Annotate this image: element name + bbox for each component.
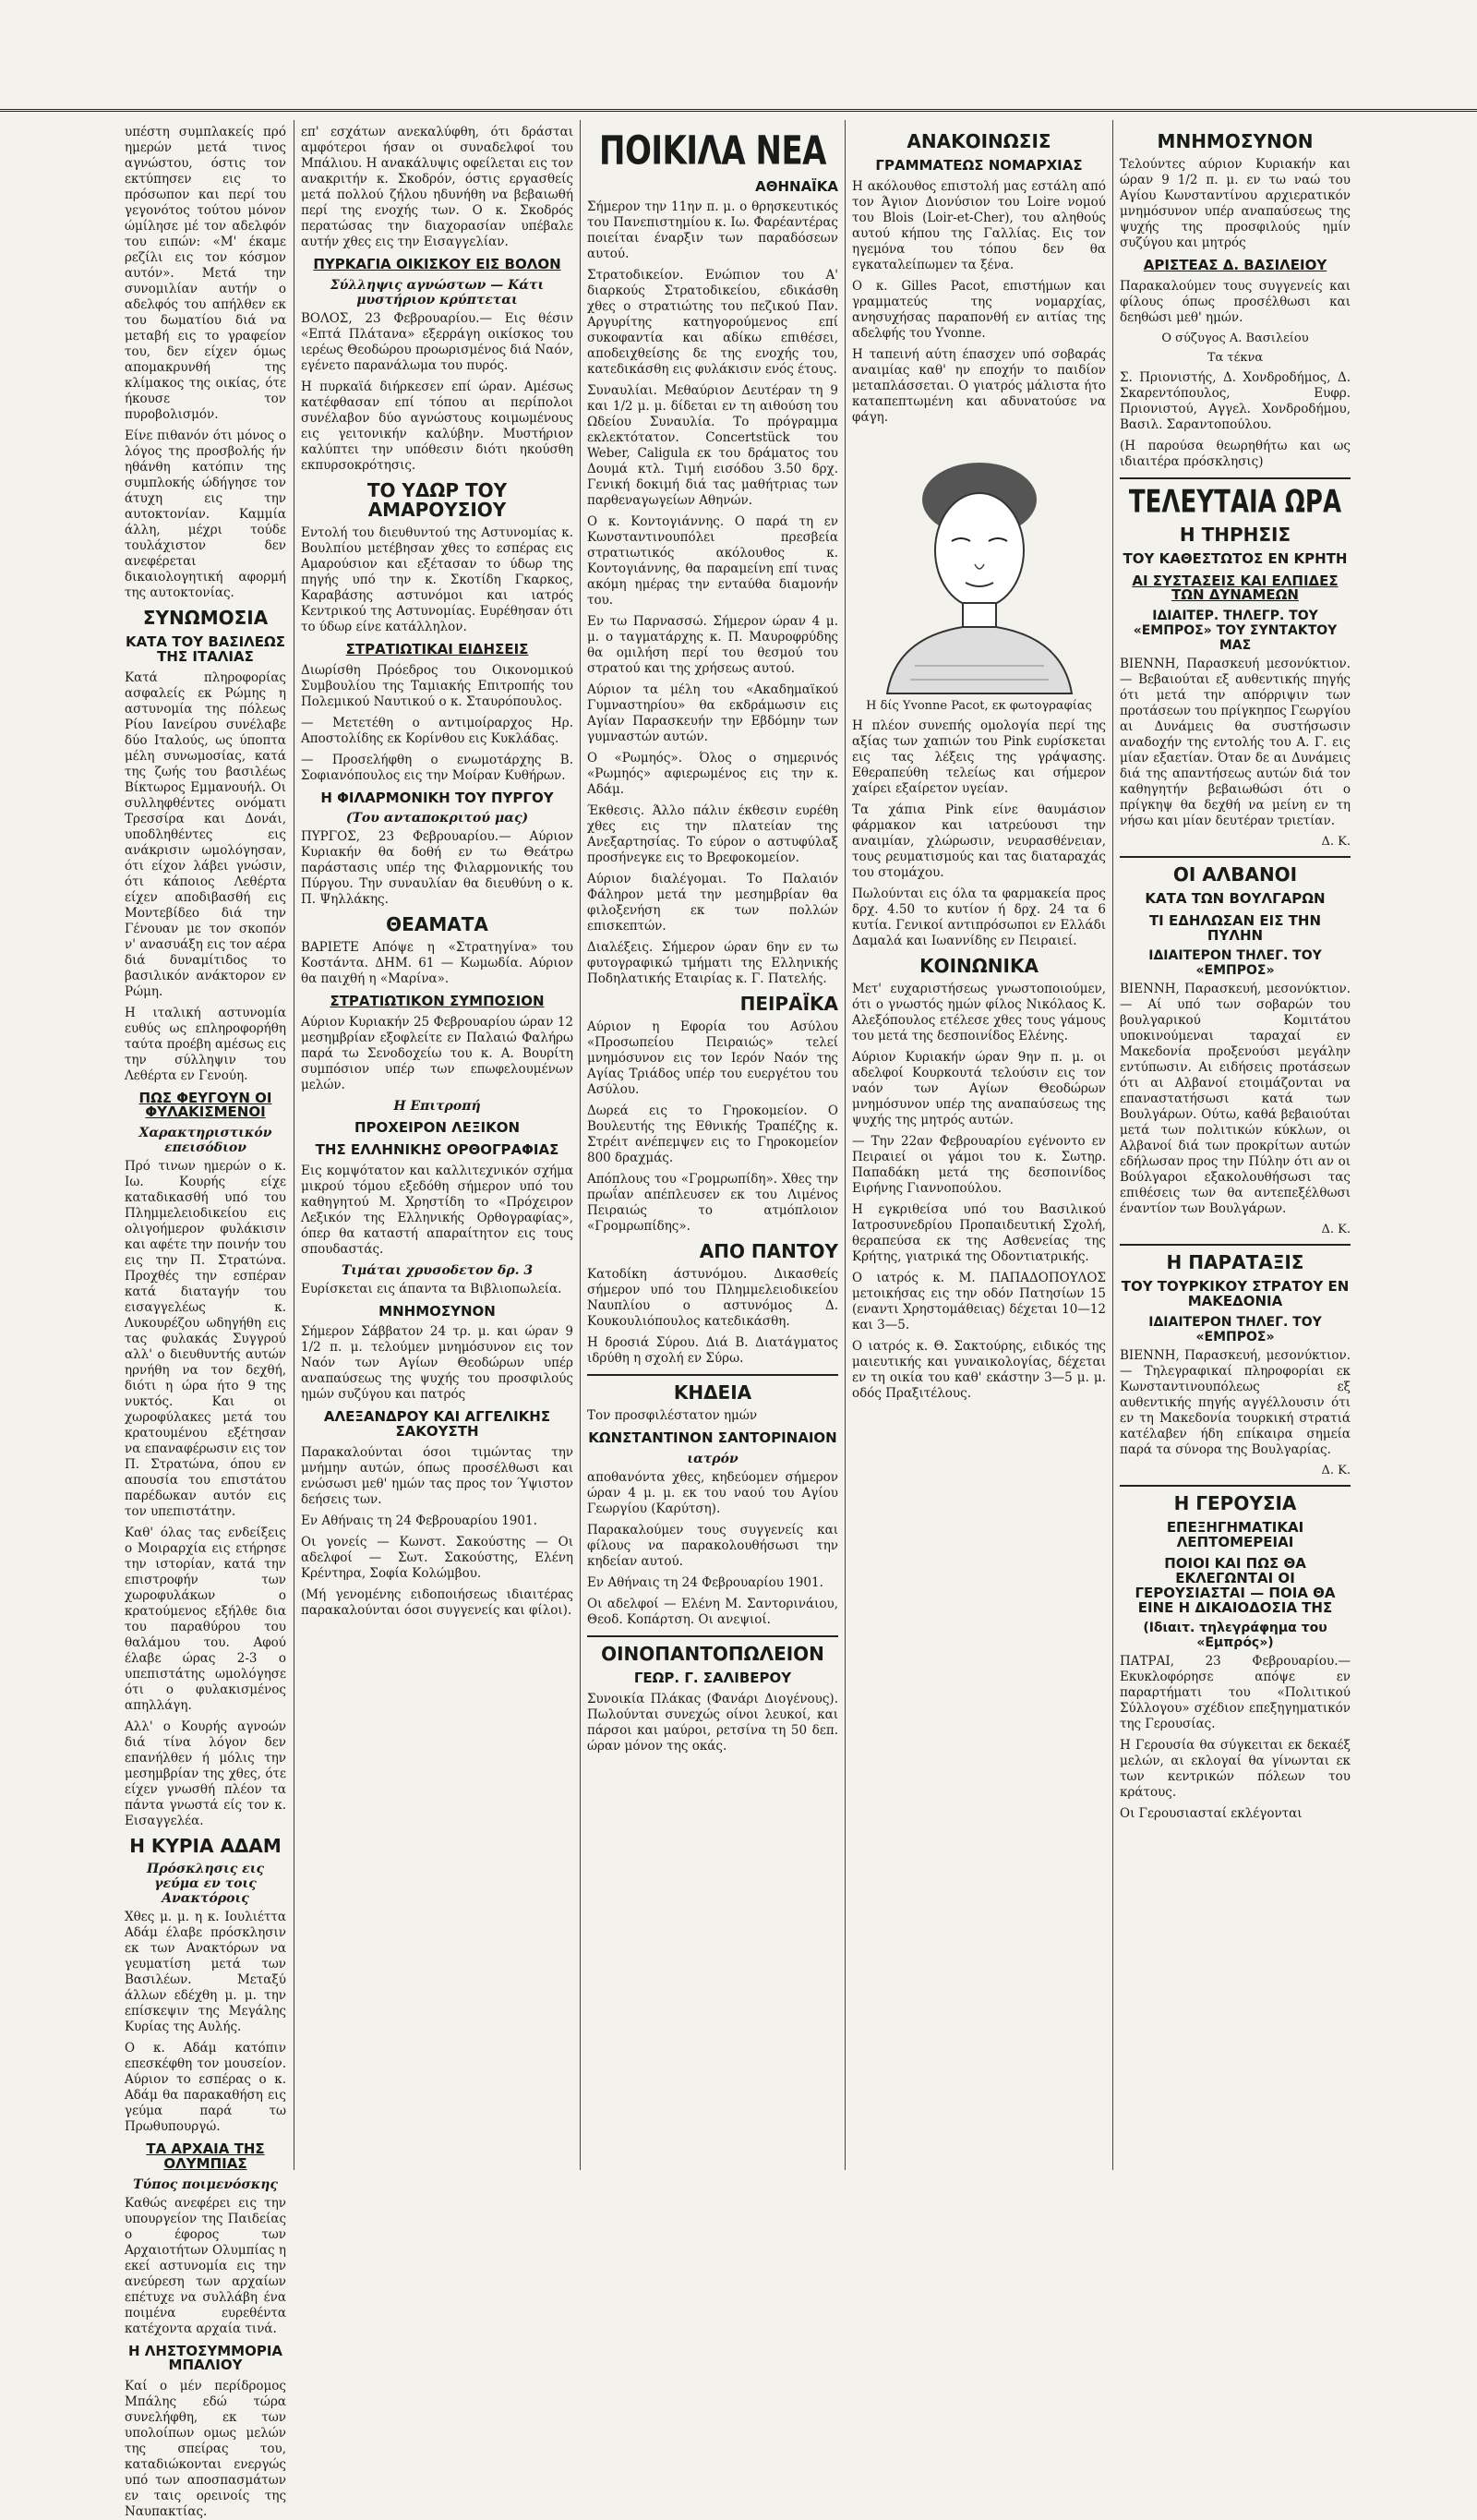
article-text: Εν τω Παρνασσώ. Σήμερον ώραν 4 μ. μ. ο ταγματάρχης κ. Π. Μαυροφρύδης θα ομιλήση περί του θεσμού του στρατού και της χρήσεως αυτού. [587,614,838,677]
divider [587,1374,838,1376]
headline-pyrkagia: ΠΥΡΚΑΓΙΑ ΟΙΚΙΣΚΟΥ ΕΙΣ ΒΟΛΟΝ [313,256,561,272]
column-divider [1112,120,1113,2170]
article-text: Εν Αθήναις τη 24 Φεβρουαρίου 1901. [301,1513,537,1528]
article-text: ΒΟΛΟΣ, 23 Φεβρουαρίου.— Εις θέσιν «Επτά Πλάτανα» εξερράγη οικίσκος του ιερέως Θεοδώρου προωρισμένος διά Ναόν, εγένετο παρανάλωμα του πυρός. [301,310,573,373]
article-text: Παρακαλούμεν τους συγγενείς και φίλους όπως προσέλθωσι και δεηθώσι μεθ' ημών. [1120,278,1351,325]
article-text: Διαλέξεις. Σήμερον ώραν 6ην εν τω φυτογραφικώ τμήματι της Ελληνικής Ποδηλατικής Εταιρίας κ. Γ. Πατελής. [587,940,838,987]
shop-owner: ΓΕΩΡ. Γ. ΣΑΛΙΒΕΡΟΥ [633,1670,792,1687]
headline-theamata: ΘΕΑΜΑΤΑ [386,913,488,936]
headline-koinonika: ΚΟΙΝΩΝΙΚΑ [919,954,1039,977]
subheadline: Πρόσκλησις εις γεύμα εν τοις Ανακτόροις [147,1862,264,1906]
subheadline: ΤΙ ΕΔΗΛΩΣΑΝ ΕΙΣ ΤΗΝ ΠΥΛΗΝ [1148,911,1322,944]
divider [1120,477,1351,479]
article-text: ΒΙΕΝΝΗ, Παρασκευή, μεσονύκτιον.— Αί υπό των σοβαρών του βουλγαρικού Κομιτάτου υποκινούμεναι ταραχαί εν Μακεδονία προξενούσι μεγάλην εντύπωσιν. Αι ειδήσεις προτάσεων ότι αι Αλβανοί ετοιμάζονται να επαναστατήσωσι κατά των Βουλγάρων. Ούτω, καθά βεβαιούται μετά των πολιτικών κύκλων, οι Αλβανοί διά των προκρίτων αυτών εδήλωσαν προς την Πύλην ότι αν οι Βούλγαροι εξακολουθήσωσι τας επιθέσεις των θα αντεπεξέλθωσι έναντίον των Βουλγάρων. [1120,982,1351,1217]
article-text: Δωρεά εις το Γηροκομείον. Ο Βουλευτής της Εθνικής Τραπέζης κ. Στρέιτ ανέπεμψεν εις το Γηροκομείον 800 δραχμάς. [587,1103,838,1166]
article-text: Διωρίσθη Πρόεδρος του Οικονομικού Συμβουλίου της Ταμιακής Επιτροπής του Πολεμικού Ναυτικού ο κ. Σταυρόπουλος. [301,662,573,709]
article-text: — Την 22αν Φεβρουαρίου εγένοντο εν Πειραιεί οι γάμοι του κ. Σωτηρ. Παπαδάκη μετά της δεσποινίδος Ειρήνης Γιαννοπούλου. [852,1133,1106,1196]
face-shape [935,493,1024,608]
column-5 [1120,125,1351,2156]
article-text: ΒΙΕΝΝΗ, Παρασκευή, μεσονύκτιον.— Τηλεγραφικαί πληροφορίαι εκ Κωνσταντινουπόλεως εξ αυθεντικής πηγής αγγέλλουσιν ότι εν τη Μακεδονία τουρκική στρατιά κατέλαβεν ήδη επίκαιρα σημεία παρά τα σύνορα της Βουλγαρίας. [1120,1347,1351,1457]
article-text: Καθ' όλας τας ενδείξεις ο Μοιραρχία εις ετήρησε την ιστορίαν, κατά την επιστροφήν των χωροφυλάκων ο κρατούμενος εξήλθε δια του παραθύρου του θαλάμου του. Αφού έλαβε ώρας 2-3 ο υπεπιστάτης ωμολόγησε ότι ο φυλακισμένος απηλλάγη. [125,1525,286,1713]
signature: Η Επιτροπή [393,1099,481,1114]
article-text: — Μετετέθη ο αντιμοίραρχος Ηρ. Αποστολίδης εκ Κορίνθου εις Κυκλάδας. [301,715,573,746]
subheadline: ΤΟΥ ΤΟΥΡΚΙΚΟΥ ΣΤΡΑΤΟΥ ΕΝ ΜΑΚΕΔΟΝΙΑ [1121,1278,1350,1309]
article-text: Ο κ. Αδάμ κατόπιν επεσκέφθη τον μουσείον. Αύριον το εσπέρας ο κ. Αδάμ θα παρακαθήση εις γεύμα παρά τω Πρωθυπουργώ. [125,2041,286,2134]
article-text: Η πλέον συνεπής ομολογία περί της αξίας των χαπιών του Pink ευρίσκεται εις τας λέξεις της γράψασης. Εθεραπεύθη τελείως και σήμερον χαίρει εξαίρετον υγείαν. [852,717,1106,796]
article-text: Πρό τινων ημερών ο κ. Ιω. Κουρής είχε καταδικασθή υπό του Πλημμελειοδικείου εις ολιγοήμερον φυλάκισιν και αφέτε την ποινήν του εις την Π. Στρατώνα. Προχθές την εσπέραν κατά διαταγήν του εισαγγελέως κ. Λυκουρέζου ωδηγήθη εις τας φυλακάς Συγγρού αλλ' ο διευθυντής αυτών ηρνήθη να τον δεχθή, διότι η ώρα ήτο 9 της νυκτός. Και οι χωροφύλακες μετά του κρατουμένου εξέτησαν να επαναφέρωσιν εις τον Π. Στρατώνα, όπου εν απουσία του επιστάτου παρέδωκαν αυτόν εις τον υπεπιστάτην. [125,1159,286,1519]
headline-sakousti: ΑΛΕΞΑΝΔΡΟΥ ΚΑΙ ΑΓΓΕΛΙΚΗΣ ΣΑΚΟΥΣΤΗ [323,1408,551,1440]
divider [1120,1244,1351,1246]
portrait-caption: Η δίς Yvonne Pacot, εκ φωτογραφίας [866,698,1092,713]
byline: Δ. Κ. [1321,835,1351,849]
article-text: Αύριον η Εφορία του Ασύλου «Προσωπείου Πειραιώς» τελεί μνημόσυνον εις τον Ιερόν Ναόν της Αγίας Τριάδος υπέρ του ευεργέτου του Ασύλου. [587,1019,838,1098]
wire-credit: ΙΔΙΑΙΤΕΡ. ΤΗΛΕΓΡ. ΤΟΥ «ΕΜΠΡΟΣ» ΤΟΥ ΣΥΝΤΑΚΤΟΥ ΜΑΣ [1133,609,1338,653]
subheadline: ΤΗΣ ΕΛΛΗΝΙΚΗΣ ΟΡΘΟΓΡΑΦΙΑΣ [315,1140,559,1158]
headline-ydor: ΤΟ ΥΔΩΡ ΤΟΥ ΑΜΑΡΟΥΣΙΟΥ [366,478,508,521]
section-title-athhnaika: ΑΘΗΝΑΪΚΑ [755,177,838,195]
headline-parataxis: Η ΠΑΡΑΤΑΞΙΣ [1166,1251,1304,1274]
byline: Δ. Κ. [1321,1223,1351,1237]
article-text: Αύριον διαλέγομαι. Το Παλαιόν Φάληρον μετά την μεσημβρίαν θα φιλοξενήση εκ των πολλών επισκεπτών. [587,872,838,934]
article-text: Απόπλους του «Γρομρωπίδη». Χθες την πρωΐαν απέπλευσεν εκ του Λιμένος Πειραιώς το ατμόπλοιον «Γρομρωπίδης». [587,1172,838,1235]
article-text: — Προσελήφθη ο ενωμοτάρχης Β. Σοφιανόπουλος εις την Μοίραν Κυθήρων. [301,752,573,783]
wire-credit: ΙΔΙΑΙΤΕΡΟΝ ΤΗΛΕΓ. ΤΟΥ «ΕΜΠΡΟΣ» [1148,1314,1322,1344]
headline-lestosymmoria: Η ΛΗΣΤΟΣΥΜΜΟΡΙΑ ΜΠΑΛΙΟΥ [127,2342,283,2374]
divider [1120,856,1351,858]
subheadline: Χαρακτηριστικόν επεισόδιον [138,1126,272,1155]
article-text: ΒΑΡΙΕΤΕ Απόψε η «Στρατηγίνα» του Κοστάντα. ΔΗΜ. 61 — Κωμωδία. Αύριον θα παιχθή η «Μαρίνα». [301,940,573,987]
subheadline: Σύλληψις αγνώστων — Κάτι μυστήριον κρύπτεται [330,277,545,307]
column-1 [125,125,286,2519]
portrait-illustration [859,435,1099,693]
column-4 [852,125,1106,2156]
article-text: Καθώς ανεφέρει εις την υπουργείον της Παιδείας ο έφορος των Αρχαιοτήτων Ολυμπίας η εκεί αστυνομία εις την ανεύρεση των αρχαίων επέτυχε να συλλάβη ένα ποιμένα ευρεθέντα κατέχοντα αρχαία τινά. [125,2195,286,2336]
article-text: Οι Γερουσιασταί εκλέγονται [1120,1806,1303,1822]
divider [1120,1485,1351,1487]
subheadline: ΠΟΙΟΙ ΚΑΙ ΠΩΣ ΘΑ ΕΚΛΕΓΩΝΤΑΙ ΟΙ ΓΕΡΟΥΣΙΑΣΤΑΙ — ΠΟΙΑ ΘΑ ΕΙΝΕ Η ΔΙΚΑΙΟΔΟΣΙΑ ΤΗΣ [1135,1555,1336,1616]
article-text: Η δροσιά Σύρου. Διά Β. Διατάγματος ιδρύθη η σχολή εν Σύρω. [587,1335,838,1367]
price-line: Τιμάται χρυσοδετον δρ. 3 [341,1262,534,1278]
subheadline: Τύπος ποιμενόσκης [133,2176,278,2192]
article-text: Αλλ' ο Κουρής αγνοών διά τίνα λόγον δεν επανήλθεν ή μόλις την μεσημβρίαν της χθες, ότε είχεν γνωσθή πλέον τα πάντα γνωστά είς τον κ. Εισαγγελέα. [125,1719,286,1828]
article-text: Ο «Ρωμηός». Όλος ο σημερινός «Ρωμηός» αφιερωμένος εις την κ. Αδάμ. [587,751,838,798]
article-text: Συναυλίαι. Μεθαύριον Δευτέραν τη 9 και 1/2 μ. μ. δίδεται εν τη αιθούση του Ωδείου Συναυλία. Το πρόγραμμα εκλεκτότατον. Concertstück του Weber, Caligula εκ του δράματος του Δουμά κτλ. Τιμή εισόδου 3.50 δρχ. Γενική δοκιμή διά τας μαθήτριας των παρθεναγωγείων Αθηνών. [587,383,838,509]
article-text: Η ακόλουθος επιστολή μας εστάλη από τον Άγιον Διονύσιον του Loire νομού του Blois (Loir-et-Cher), του αληθούς αυτού κήπου της Γαλλίας. Εις τον ηγεμόνα του τόπου δεν θα εγκαταλείπωμεν τα ξένα. [852,178,1106,272]
article-text: Εντολή του διευθυντού της Αστυνομίας κ. Βουλπίου μετέβησαν χθες το εσπέρας εις Αμαρούσιον και εξέτασαν το ύδωρ της πηγής υπό την κ. Σκοτίδη Γκαρκος, Καραβάσης αστυνόμοι και ιατρός Κεντρικού της Αστυνομίας. Ευρέθησαν ότι το ύδωρ είνε κατάλληλον. [301,524,573,634]
headline-archaia: ΤΑ ΑΡΧΑΙΑ ΤΗΣ ΟΛΥΜΠΙΑΣ [146,2140,265,2172]
column-divider [580,120,581,2170]
wire-credit: ΙΔΙΑΙΤΕΡΟΝ ΤΗΛΕΓ. ΤΟΥ «ΕΜΠΡΟΣ» [1148,948,1322,979]
headline-lexikon: ΠΡΟΧΕΙΡΟΝ ΛΕΞΙΚΟΝ [354,1119,521,1136]
article-text: Τον προσφιλέστατον ημών [587,1408,758,1424]
headline-fevgoun: ΠΩΣ ΦΕΥΓΟΥΝ ΟΙ ΦΥΛΑΚΙΣΜΕΝΟΙ [138,1089,272,1121]
article-text: ΠΑΤΡΑΙ, 23 Φεβρουαρίου.— Εκυκλοφόρησε απόψε εν παραρτήματι του «Πολιτικού Σύλλογου» σχέδιον επεξηγηματικόν της Γερουσίας. [1120,1654,1351,1732]
article-text: Τελούντες αύριον Κυριακήν και ώραν 9 1/2 π. μ. εν τω ναώ του Αγίου Κωνσταντίνου αρχιερατικόν μνημόσυνον υπέρ αναπαύσεως της ψυχής της προσφιλούς ημίν συζύγου και μητρός [1120,157,1351,250]
article-text: Καί ο μέν περίδρομος Μπάλης εδώ τώρα συνελήφθη, εκ των υπολοίπων ομως μελών της σπείρας του, καταδιώκονται ενεργώς υπό των αποσπασμάτων εν ταις ορεινοίς της Ναυπακτίας. [125,2379,286,2519]
headline-stratiotikai: ΣΤΡΑΤΙΩΤΙΚΑΙ ΕΙΔΗΣΕΙΣ [345,640,529,657]
article-text: Τα χάπια Pink είνε θαυμάσιον φάρμακον και ιατρεύουσι την αναιμίαν, χλώρωσιν, νευρασθένειαν, τους ρευματισμούς και τας διαταραχάς του στομάχου. [852,802,1106,880]
article-text: Εις κομψότατον και καλλιτεχνικόν σχήμα μικρού τόμου εξεδόθη σήμερον υπό του καθηγητού Μ. Χρηστίδη το «Πρόχειρον Λεξικόν της Ελληνικής Ορθογραφίας», όπερ θα καταστή απαραίτητον εις τους σπουδαστάς. [301,1163,573,1257]
article-text: Έκθεσις. Άλλο πάλιν έκθεσιν ευρέθη χθες εις την πλατείαν της Ανεξαρτησίας. Το εύρον ο αστυφύλαξ προσήνεγκε εις το Βρεφοκομείον. [587,803,838,866]
headline-mnhmosynon: ΜΝΗΜΟΣΥΝΟΝ [378,1302,496,1320]
article-text: Κατοδίκη άστυνόμου. Δικασθείς σήμερον υπό του Πλημμελειοδικείου Ναυπλίου ο αστυνόμος Δ. Κουκουλιόπουλος κατεδικάσθη. [587,1267,838,1330]
headline-symposion: ΣΤΡΑΤΙΩΤΙΚΟΝ ΣΥΜΠΟΣΙΟΝ [330,993,545,1010]
section-title-peiraika: ΠΕΙΡΑΪΚΑ [739,993,838,1016]
article-text: Εν Αθήναις τη 24 Φεβρουαρίου 1901. [587,1575,823,1591]
column-2 [301,125,573,2156]
article-text: ΠΥΡΓΟΣ, 23 Φεβρουαρίου.— Αύριον Κυριακήν θα δοθή εν τω Θεάτρω παράστασις υπέρ της Φιλαρμονικής του Πύργου. Την συναυλίαν θα διευθύνη ο κ. Π. Ψηλλάκης. [301,829,573,908]
article-text: Αύριον Κυριακήν ώραν 9ην π. μ. οι αδελφοί Κουρκουτά τελούσιν εις τον ναόν των Αγίων Θεοδώρων μνημόσυνον υπέρ της αναπαύσεως της ψυχής της μητρός αυτών. [852,1049,1106,1127]
article-text: Συνοικία Πλάκας (Φανάρι Διογένους). Πωλούνται συνεχώς οίνοι λευκοί, και πάρσοι και μαύροι, ρετσίνα τη 50 δεπ. ώραν μόνον της οκάς. [587,1691,838,1754]
article-text: Παρακαλούμεν τους συγγενείς και φίλους να παρακολουθήσωσι την κηδείαν αυτού. [587,1523,838,1570]
article-text: Η ταπεινή αύτη έπασχεν υπό σοβαράς αναιμίας καθ' ην εποχήν το παιδίον μεταπλάσσεται. Ο γιατρός μάλιστα ήτο καταπεπτωμένη και αδυνατούσε να φάγη. [852,346,1106,425]
subheadline: ΓΡΑΜΜΑΤΕΩΣ ΝΟΜΑΡΧΙΑΣ [875,157,1083,174]
wire-credit: (Ιδιαιτ. τηλεγράφημα του «Εμπρός») [1143,1621,1327,1651]
headline-anakoinosis: ΑΝΑΚΟΙΝΩΣΙΣ [907,130,1051,152]
headline-oinopantopoleion: ΟΙΝΟΠΑΝΤΟΠΩΛΕΙΟΝ [601,1643,824,1666]
subheadline: ΚΑΤΑ ΤΟΥ ΒΑΣΙΛΕΩΣ ΤΗΣ ΙΤΑΛΙΑΣ [125,633,286,665]
article-text: Ο κ. Gilles Pacot, επιστήμων και γραμματεύς της νομαρχίας, ανησυχήσας παραπονθή εν αιτίας της αδελφής του Yvonne. [852,278,1106,341]
article-text: αποθανόντα χθες, κηδεύομεν σήμερον ώραν 4 μ. μ. εκ του ναού του Αγίου Γεωργίου (Καρύτση). [587,1470,838,1517]
subheadline: ΑΙ ΣΥΣΤΑΣΕΙΣ ΚΑΙ ΕΛΠΙΔΕΣ ΤΩΝ ΔΥΝΑΜΕΩΝ [1132,572,1339,604]
article-text: Σήμερον την 11ην π. μ. ο θρησκευτικός του Πανεπιστημίου κ. Ιω. Φαρέαντέρας ποιείται έναρξιν των παραδόσεων αυτού. [587,199,838,262]
section-title-teleftaia-ora: ΤΕΛΕΥΤΑΙΑ ΩΡΑ [1128,484,1342,521]
article-text: Ευρίσκεται εις άπαντα τα Βιβλιοπωλεία. [301,1281,562,1296]
article-text: ΒΙΕΝΝΗ, Παρασκευή μεσονύκτιον.— Βεβαιούται εξ αυθεντικής πηγής ότι μετά την απόρριψιν των προτάσεων του πρίγκηπος Γεωργίου αι Δυνάμεις θα συστήσωσιν αναδοχήν της εντολής του Α. Γ. εις μίαν εξαετίαν. Όταν δε αι Δυνάμεις διά της απαντήσεως αυτών διά τον καθηγητήν βεβαιωθώσι ότι ο πρίγκηψ θα δεχθή να μείνη εν τη νήσω και μίαν δευτέραν τριετίαν. [1120,657,1351,828]
article-text: Κατά πληροφορίας ασφαλείς εκ Ρώμης η αστυνομία της πόλεως Ρίου Ιανείρου συνέλαβε δύο Ιταλούς, ως ύποπτα μέλη συνωμοσίας, κατά της ζωής του βασιλέως Βίκτωρος Εμμανουήλ. Οι συλληφθέντες ονόματι Τρεσσίρα και Δονάι, υποδληθέντες εις ανάκρισιν ωμολόγησαν, ότι είχον λάβει γνώσιν, ότι κάποιος Λεθέρτα είχεν αποδιβασθή εις Μοντεβίδεο διά την Γένουαν με τον σκοπόν ν' ανασυάξη εις τον αέρα διά δυναμίτιδος το βασιλικόν ανάκτορον εν Ρώμη. [125,669,286,999]
article-text: Η πυρκαϊά διήρκεσεν επί ώραν. Αμέσως κατέφθασαν επί τόπου αι περίπολοι συνέλαβον δύο αγνώστους κοιμωμένους εις γειτονικήν καλύβην. Μυστήριον καλύπτει την υπόθεσιν διότι ηκούσθη εκπυρσοκρότησις. [301,379,573,473]
section-title-poikila: ΠΟΙΚΙΛΑ ΝΕΑ [599,127,826,175]
signature: Τα τέκνα [1207,350,1264,365]
subheadline: ΤΟΥ ΚΑΘΕΣΤΩΤΟΣ ΕΝ ΚΡΗΤΗ [1123,549,1348,567]
article-text: Μετ' ευχαριστήσεως γνωστοποιούμεν, ότι ο γνωστός ημών φίλος Νικόλαος Κ. Αλεξόπουλος ετέλεσε χθες τους γάμους του μετά της δεσποινίδος Ελένης. [852,981,1106,1043]
article-text: Παρακαλούνται όσοι τιμώντας την μνήμην αυτών, όπως προσέλθωσι και ενώσωσι μεθ' ημών τας προς τον Ύψιστον δεήσεις των. [301,1444,573,1507]
article-text: Η ιταλική αστυνομία ευθύς ως επληροφορήθη ταύτα προέβη αμέσως εις την σύλληψιν του Λεθέρτα εν Γενούη. [125,1005,286,1083]
headline-thrhsis: Η ΤΗΡΗΣΙΣ [1179,523,1291,546]
article-text: Σήμερον Σάββατον 24 τρ. μ. και ώραν 9 1/2 π. μ. τελούμεν μνημόσυνον εις τον Ναόν των Αγίων Θεοδώρων υπέρ αναπαύσεως της ψυχής του προσφιλούς ημών συζύγου και πατρός [301,1324,573,1403]
article-text: Η εγκριθείσα υπό του Βασιλικού Ιατροσυνεδρίου Προπαιδευτική Σχολή, θεραπεύσα εκ της Ασθενείας της Κρήτης, γιατρικά της Οδοντιατρικής. [852,1201,1106,1264]
article-text: Σ. Πριονιστής, Δ. Χονδροδήμος, Δ. Σκαρεντόπουλος, Ευφρ. Πριονιστού, Αγγελ. Χονδροδήμου, Βασιλ. Σαραντοπούλου. [1120,369,1351,432]
article-text: Αύριον Κυριακήν 25 Φεβρουαρίου ώραν 12 μεσημβρίαν εξοφλείτε εν Παλαιώ Φαλήρω παρά τω Σενοδοχείω του κ. Α. Βουρίτη συμπόσιον υπέρ των επωφελουμένων μελών. [301,1015,573,1092]
article-text: (Μή γενομένης ειδοποιήσεως ιδιαιτέρας παρακαλούνται όσοι συγγενείς και φίλοι). [301,1586,573,1618]
headline-mnhmosynon: ΜΝΗΜΟΣΥΝΟΝ [1157,130,1314,152]
article-text: Πωλούνται εις όλα τα φαρμακεία προς δρχ. 4.50 το κυτίον ή δρχ. 24 τα 6 κυτία. Γενικοί αντιπρόσωποι εν Ελλάδι Δαμαλά και Ιωαννίδης εν Πειραιεί. [852,886,1106,948]
subheadline: ΚΑΤΑ ΤΩΝ ΒΟΥΛΓΑΡΩΝ [1145,890,1326,907]
divider [587,1635,838,1637]
deceased-name: ΑΡΙΣΤΕΑΣ Δ. ΒΑΣΙΛΕΙΟΥ [1143,257,1327,273]
article-text: επ' εσχάτων ανεκαλύφθη, ότι δράσται αμφότεροι ήσαν οι συναδελφοί του Μπάλιου. Η ανακάλυψις οφείλεται εις τον ανακριτήν κ. Σκοδρόν, όστις εργασθείς μετά πολλού ζήλου ηδυνήθη να βεβαιωθή περί της ενοχής των. Ο κ. Σκοδρός περατώσας την διαχορασίαν υπέβαλε αυτήν χθες εις την Εισαγγελίαν. [301,125,573,249]
column-divider [845,120,846,2170]
article-text: Οι αδελφοί — Ελένη Μ. Σαντορινάιου, Θεοδ. Κοπάρτση. Οι ανεψιοί. [587,1597,838,1628]
article-text: Είνε πιθανόν ότι μόνος ο λόγος της προσβολής ήν ηθάνθη κατόπιν της συμπλοκής ώδήγησε τον άτυχη εις την αυτοκτονίαν. Καμμία άλλη, μέχρι τούδε τουλάχιστον δεν ανεφέρεται δικαιολογητική αφορμή της αυτοκτονίας. [125,428,286,600]
headline-synomosia: ΣΥΝΩΜΟΣΙΑ [142,607,269,629]
headline-filarmonikh: Η ΦΙΛΑΡΜΟΝΙΚΗ ΤΟΥ ΠΥΡΓΟΥ [320,789,554,806]
article-text: Αύριον τα μέλη του «Ακαδημαϊκού Γυμναστηρίου» θα εκδράμωσιν εις Αγίαν Παρασκευήν την Εβδόμην των γυμναστών αυτών. [587,682,838,745]
headline-kyria-adam: Η ΚΥΡΙΑ ΑΔΑΜ [129,1835,282,1857]
article-text: υπέστη συμπλακείς πρό ημερών μετά τινος αγνώστου, όστις τον εκτύπησεν εις το πρόσωπον και περί του γεγονότος τούτου μόνον ώμίλησε μέ τον αδελφόν του ειπών: «Μ' έκαμε ρεζίλι εις τον κόσμον αυτόν». Μετά την συνομιλίαν αυτήν ο αδελφός του απήλθεν εκ του δωματίου διά να μεταβή εις το γραφείον του, δεν είχεν όμως απομακρυνθή της κλίμακος της οικίας, ότε ήκουσε τον πυροβολισμόν. [125,125,286,422]
article-text: Ο κ. Κοντογιάννης. Ο παρά τη εν Κωνσταντινουπόλει πρεσβεία στρατιωτικός ακόλουθος κ. Κοντογιάννης, θα παραμείνη επί τινας ακόμη ημέρας την ενταύθα διαμονήν του. [587,514,838,609]
subheadline: (Του ανταποκριτού μας) [345,811,529,826]
headline-albanoi: ΟΙ ΑΛΒΑΝΟΙ [1172,863,1298,886]
deceased-name: ΚΩΝΣΤΑΝΤΙΝΟΝ ΣΑΝΤΟΡΙΝΑΙΟΝ [588,1429,837,1447]
byline: Δ. Κ. [1321,1463,1351,1477]
section-title-apopanton: ΑΠΟ ΠΑΝΤΟΥ [699,1240,838,1263]
headline-khdeia: ΚΗΔΕΙΑ [673,1381,752,1405]
headline-gerousia: Η ΓΕΡΟΥΣΙΑ [1173,1491,1297,1514]
subheadline: ΕΠΕΞΗΓΗΜΑΤΙΚΑΙ ΛΕΠΤΟΜΕΡΕΙΑΙ [1166,1518,1304,1550]
column-3 [587,125,838,2156]
article-text: Ο ιατρός κ. Μ. ΠΑΠΑΔΟΠΟΥΛΟΣ μετοικήσας εις την οδόν Πατησίων 15 (εναντι Χρηστομάθειας) δέχεται 10—12 και 3—5. [852,1270,1106,1332]
article-text: Η Γερουσία θα σύγκειται εκ δεκαέξ μελών, αι εκλογαί θα γίνωνται εκ των κεντρικών πόλεων του κράτους. [1120,1738,1351,1801]
deceased-title: ιατρόν [687,1452,738,1467]
article-text: Χθες μ. μ. η κ. Ιουλιέττα Αδάμ έλαβε πρόσκλησιν εκ των Ανακτόρων να γευματίση μετά των Βασιλέων. Μεταξύ άλλων εδέχθη μ. μ. την επίσκεψιν της Μεγάλης Κυρίας της Αυλής. [125,1910,286,2034]
masthead-rule [0,109,1477,112]
signature: Ο σύζυγος Α. Βασιλείου [1161,331,1309,345]
article-text: (Η παρούσα θεωρηθήτω και ως ιδιαιτέρα πρόσκλησις) [1120,438,1351,469]
article-text: Οι γονείς — Κωνστ. Σακούστης — Οι αδελφοί — Σωτ. Σακούστης, Ελένη Κρέντηρα, Σοφία Κολώμβου. [301,1534,573,1581]
article-text: Στρατοδικείον. Ενώπιον του Α' διαρκούς Στρατοδικείου, εδικάσθη χθες ο στρατιώτης του πεζικού Παν. Αργυρίτης κατηγορούμενος επί συκοφαντία και αδίκω επιθέσει, αποδειχθείσης δε της ενοχής του, κατεδικάσθη εις φυλάκισιν ενός έτους. [587,268,838,378]
article-text: Ο ιατρός κ. Θ. Σακτούρης, ειδικός της μαιευτικής και γυναικολογίας, δέχεται εν τη οικία του καθ' εκάστην 3—5 μ. μ. οδός Πραξιτέλους. [852,1338,1106,1401]
